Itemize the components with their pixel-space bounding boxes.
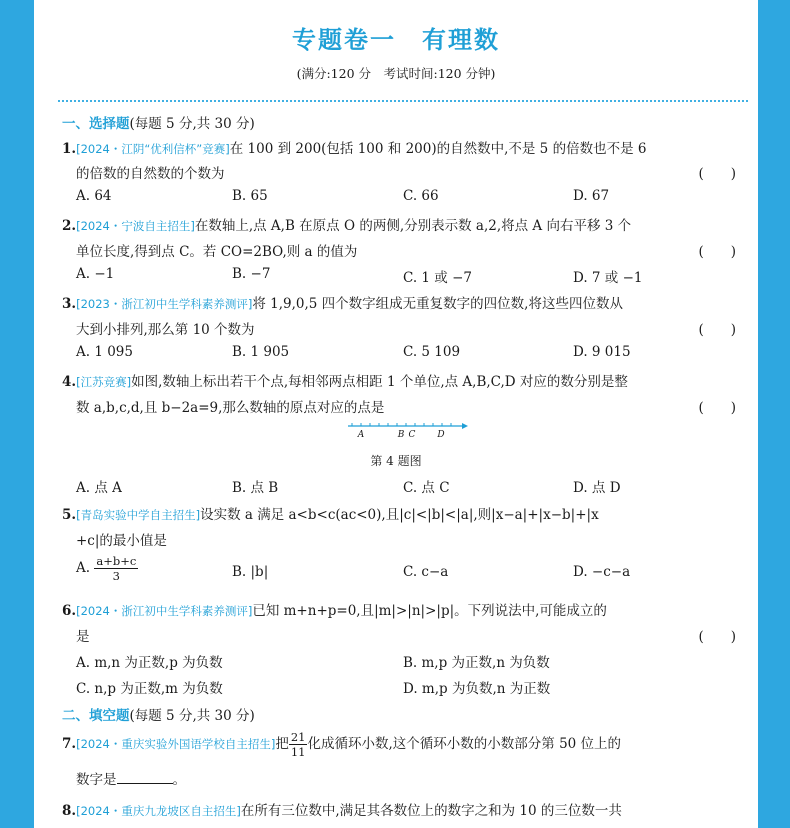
question-3 [62,292,623,312]
question-5 [62,503,599,523]
question-text-end: 。 [172,772,186,788]
question-number: 3. [62,296,77,312]
option-c: C. n,p 为正数,m 为负数 [76,681,223,697]
question-text: 数字是 [76,772,117,788]
option-b: B. 点 B [232,480,279,496]
page-title: 专题卷一 有理数 [292,26,500,54]
question-text: 化成循环小数,这个循环小数的小数部分第 50 位上的 [307,736,622,752]
question-6 [62,599,607,619]
option-b: B. m,p 为正数,n 为负数 [403,655,550,671]
option-d: D. −c−a [573,564,631,580]
fraction [289,730,308,759]
option-c: C. 5 109 [403,344,461,360]
number-line-figure [346,418,470,442]
question-text: 已知 m+n+p=0,且|m|>|n|>|p|。下列说法中,可能成立的 [252,603,607,619]
question-7 [62,730,621,759]
option-b: B. 1 905 [232,344,290,360]
question-6-line2: 是 [76,629,90,645]
section-note: (每题 5 分,共 30 分) [129,708,255,724]
option-d: D. 7 或 −1 [573,270,643,286]
section-title: 一、选择题 [62,116,130,132]
question-4-line2: 数 a,b,c,d,且 b−2a=9,那么数轴的原点对应的点是 [76,400,385,416]
question-source: [青岛实验中学自主招生] [76,508,201,522]
section-heading-fill [62,704,255,724]
question-source: [江苏竞赛] [76,375,132,389]
question-source: [2024・重庆实验外国语学校自主招生] [76,737,276,751]
question-text: 如图,数轴上标出若干个点,每相邻两点相距 1 个单位,点 A,B,C,D 对应的数分别是整 [131,374,628,390]
question-text: 在所有三位数中,满足其各数位上的数字之和为 10 的三位数一共 [240,803,622,819]
answer-paren: ( ) [698,322,736,338]
option-a: A. 64 [76,188,112,204]
option-c: C. c−a [403,564,449,580]
option-d: D. m,p 为负数,n 为正数 [403,681,551,697]
question-source: [2024・江阴“优利信杯”竞赛] [76,142,230,156]
option-a [76,554,138,583]
point-label-d: D [437,430,445,440]
answer-paren: ( ) [698,629,736,645]
point-label-b: B [397,430,405,440]
question-5-line2: +c|的最小值是 [76,533,167,549]
exam-info: (满分:120 分 考试时间:120 分钟) [296,66,496,81]
fraction-numerator: a+b+c [96,554,137,568]
question-2 [62,214,631,234]
question-source: [2024・浙江初中生学科素养测评] [76,604,253,618]
question-8 [62,799,622,819]
point-label-a: A [357,430,365,440]
fraction-numerator: 21 [290,730,306,744]
option-d: D. 9 015 [573,344,631,360]
question-1-line2: 的倍数的自然数的个数为 [76,166,225,182]
fraction-denominator: 3 [112,569,120,583]
option-c: C. 点 C [403,480,450,496]
option-b: B. −7 [232,266,271,282]
point-label-c: C [408,430,416,440]
question-text: 设实数 a 满足 a<b<c(ac<0),且|c|<|b|<|a|,则|x−a|+|x−b|+|x [200,507,599,523]
figure-caption: 第 4 题图 [370,454,422,468]
answer-blank [117,771,173,784]
section-note: (每题 5 分,共 30 分) [129,116,255,132]
question-number: 6. [62,603,77,619]
option-b: B. 65 [232,188,268,204]
exam-page [34,0,758,828]
question-text: 在数轴上,点 A,B 在原点 O 的两侧,分别表示数 a,2,将点 A 向右平移 3 个 [194,218,632,234]
option-b: B. |b| [232,564,269,580]
section-title: 二、填空题 [62,708,130,724]
option-a: A. 1 095 [76,344,133,360]
dotted-divider [58,100,748,102]
option-a: A. m,n 为正数,p 为负数 [76,655,223,671]
question-text-pre: 把 [275,736,289,752]
question-source: [2023・浙江初中生学科素养测评] [76,297,253,311]
arrow-head-icon [462,423,468,429]
option-d: D. 点 D [573,480,621,496]
option-a: A. 点 A [76,480,122,496]
question-source: [2024・宁波自主招生] [76,219,195,233]
question-1 [62,137,646,157]
question-2-line2: 单位长度,得到点 C。若 CO=2BO,则 a 的值为 [76,244,358,260]
fraction [94,554,138,583]
question-text: 在 100 到 200(包括 100 和 200)的自然数中,不是 5 的倍数也不是 6 [229,141,647,157]
option-c: C. 1 或 −7 [403,270,473,286]
option-a-label: A. [76,560,91,576]
fraction-denominator: 11 [290,745,306,759]
section-heading-choice [62,112,255,132]
question-number: 4. [62,374,77,390]
question-text: 将 1,9,0,5 四个数字组成无重复数字的四位数,将这些四位数从 [252,296,623,312]
question-number: 2. [62,218,77,234]
option-a: A. −1 [76,266,115,282]
option-d: D. 67 [573,188,610,204]
question-number: 5. [62,507,77,523]
question-7-line2 [76,768,186,788]
answer-paren: ( ) [698,400,736,416]
option-c: C. 66 [403,188,439,204]
answer-paren: ( ) [698,244,736,260]
question-3-line2: 大到小排列,那么第 10 个数为 [76,322,255,338]
question-number: 7. [62,736,77,752]
question-number: 8. [62,803,77,819]
question-4 [62,370,628,390]
question-number: 1. [62,141,77,157]
question-source: [2024・重庆九龙坡区自主招生] [76,804,241,818]
answer-paren: ( ) [698,166,736,182]
